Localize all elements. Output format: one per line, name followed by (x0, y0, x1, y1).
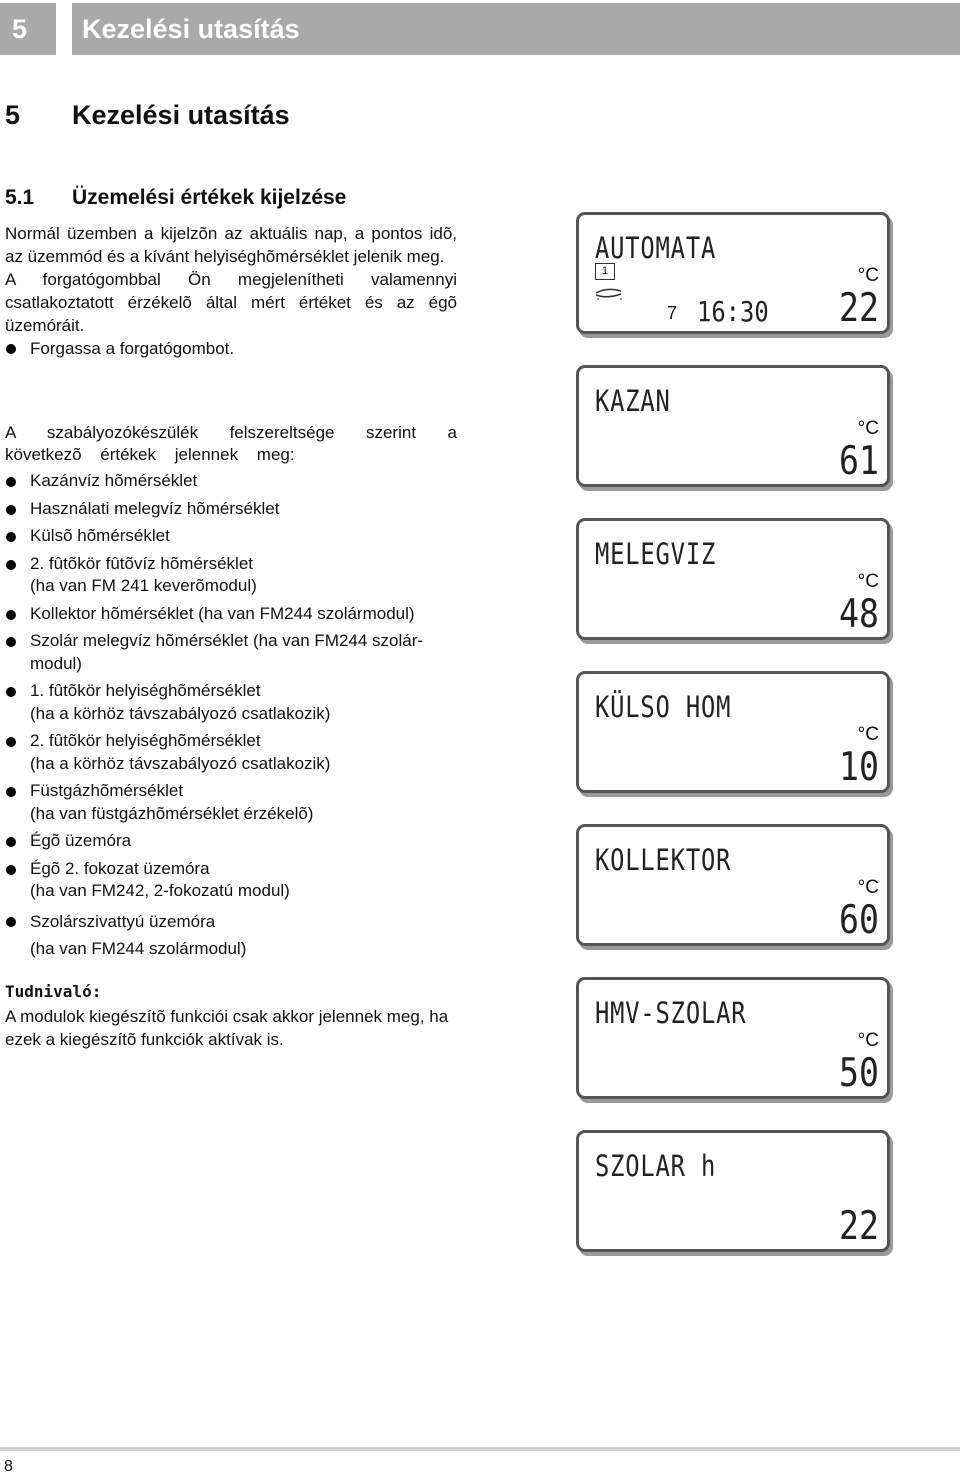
display-value: 48 (839, 592, 879, 637)
footer-rule (0, 1447, 960, 1451)
display-unit: °C (857, 724, 879, 745)
intro-bullet (5, 337, 457, 360)
heading-title: Kezelési utasítás (72, 100, 290, 130)
display-label: KAZAN (595, 384, 671, 418)
list-item-text: Kollektor hõmérséklet (ha van FM244 szolármodul) (30, 603, 415, 623)
display-label: KOLLEKTOR (595, 843, 732, 877)
heading-number: 5 (5, 100, 21, 130)
list-item (5, 908, 457, 962)
list-item (5, 553, 457, 598)
intro-paragraph: Normál üzemben a kijelzõn az aktuális nap, a pontos idõ, az üzemmód és a kívánt helyiséghõmérséklet jelenik meg. (5, 224, 457, 266)
list-item (5, 525, 457, 548)
subheading-number: 5.1 (5, 186, 35, 209)
list-item-text: 2. fûtõkör fûtõvíz hõmérséklet (30, 553, 253, 573)
heating-circuit-box: 1 (595, 263, 615, 280)
intro-paragraph: A forgatógombbal Ön megjelenítheti valamennyi csatlakoztatott érzékelõ által mért értéket és az égõ üzemóráit. (5, 270, 457, 335)
page-number: 8 (4, 1458, 13, 1475)
bullet-dot (6, 505, 16, 515)
display-time: 16:30 (697, 295, 769, 328)
display-label: MELEGVIZ (595, 537, 717, 571)
list-item-subtext: (ha a körhöz távszabályozó csatlakozik) (30, 753, 331, 773)
display-unit: °C (857, 877, 879, 898)
list-item-text: Használati melegvíz hõmérséklet (30, 498, 280, 518)
list-intro-text: A szabályozókészülék felszereltsége szerint a következõ értékek jelennek meg: (5, 423, 457, 464)
display-unit: °C (857, 265, 879, 286)
bullet-dot (6, 837, 16, 847)
bullet-dot (6, 917, 16, 927)
bullet-dot (6, 637, 16, 647)
display-value: 60 (839, 898, 879, 943)
display-value: 61 (839, 439, 879, 484)
bullet-dot (6, 737, 16, 747)
value-list (5, 470, 457, 962)
list-item-subtext: modul) (30, 653, 82, 673)
list-item (5, 858, 457, 903)
list-item (5, 470, 457, 493)
list-item-text: Külsõ hõmérséklet (30, 526, 170, 545)
display-value: 22 (839, 286, 879, 331)
intro-bullet-text: Forgassa a forgatógombot. (30, 339, 235, 358)
list-item (5, 630, 457, 675)
list-item (5, 780, 457, 825)
list-item (5, 730, 457, 775)
display-hmv-szolar (576, 977, 890, 1099)
display-unit: °C (857, 571, 879, 592)
list-item-text: 1. fûtõkör helyiséghõmérséklet (30, 681, 261, 700)
display-day: 7 (667, 303, 678, 323)
display-value: 50 (839, 1051, 879, 1096)
display-melegviz (576, 518, 890, 640)
bullet-dot (6, 344, 16, 354)
intro-section (5, 222, 457, 360)
display-kazan (576, 365, 890, 487)
burner-flame-icon (595, 285, 625, 306)
bullet-dot (6, 610, 16, 620)
chapter-title-bar: Kezelési utasítás (72, 3, 960, 55)
list-item-text: Égõ 2. fokozat üzemóra (30, 858, 210, 878)
display-szolar-h (576, 1130, 890, 1252)
display-value: 10 (839, 745, 879, 790)
bullet-dot (6, 477, 16, 487)
display-kulso-hom (576, 671, 890, 793)
display-automata (576, 212, 890, 334)
chapter-number-tab: 5 (0, 3, 56, 55)
list-item-subtext: (ha van FM244 szolármodul) (30, 938, 247, 958)
list-item-subtext: (ha van FM 241 keverõmodul) (30, 576, 257, 595)
list-item-text: Égõ üzemóra (30, 831, 132, 850)
display-unit: °C (857, 418, 879, 439)
display-unit: °C (857, 1030, 879, 1051)
list-item-text: Füstgázhõmérséklet (30, 781, 184, 800)
display-label: SZOLAR h (595, 1149, 717, 1183)
list-item-text: Szolár melegvíz hõmérséklet (ha van FM244 szolár- (30, 631, 424, 650)
display-label: HMV-SZOLAR (595, 996, 747, 1030)
list-item (5, 830, 457, 853)
subheading-title: Üzemelési értékek kijelzése (72, 186, 347, 209)
note-text: A modulok kiegészítõ funkciói csak akkor jelennek meg, ha ezek a kiegészítõ funkciók aktívak is. (5, 1007, 449, 1049)
bullet-dot (6, 787, 16, 797)
list-item-subtext: (ha a körhöz távszabályozó csatlakozik) (30, 703, 331, 723)
list-item-text: Szolárszivattyú üzemóra (30, 911, 216, 931)
display-label: KÜLSO HOM (595, 690, 732, 724)
display-kollektor (576, 824, 890, 946)
display-value: 22 (839, 1204, 879, 1249)
bullet-dot (6, 560, 16, 570)
list-item-subtext: (ha van FM242, 2-fokozatú modul) (30, 881, 290, 900)
list-item-text: Kazánvíz hõmérséklet (30, 471, 198, 490)
note-block (5, 980, 457, 1051)
note-title: Tudnivaló: (5, 982, 102, 1001)
list-item-subtext: (ha van füstgázhõmérséklet érzékelõ) (30, 803, 314, 823)
bullet-dot (6, 865, 16, 875)
display-label: AUTOMATA (595, 231, 717, 265)
bullet-dot (6, 687, 16, 697)
list-item (5, 603, 457, 626)
list-item-text: 2. fûtõkör helyiséghõmérséklet (30, 731, 261, 750)
bullet-dot (6, 532, 16, 542)
list-item (5, 498, 457, 521)
list-item (5, 680, 457, 725)
list-intro (5, 422, 457, 466)
